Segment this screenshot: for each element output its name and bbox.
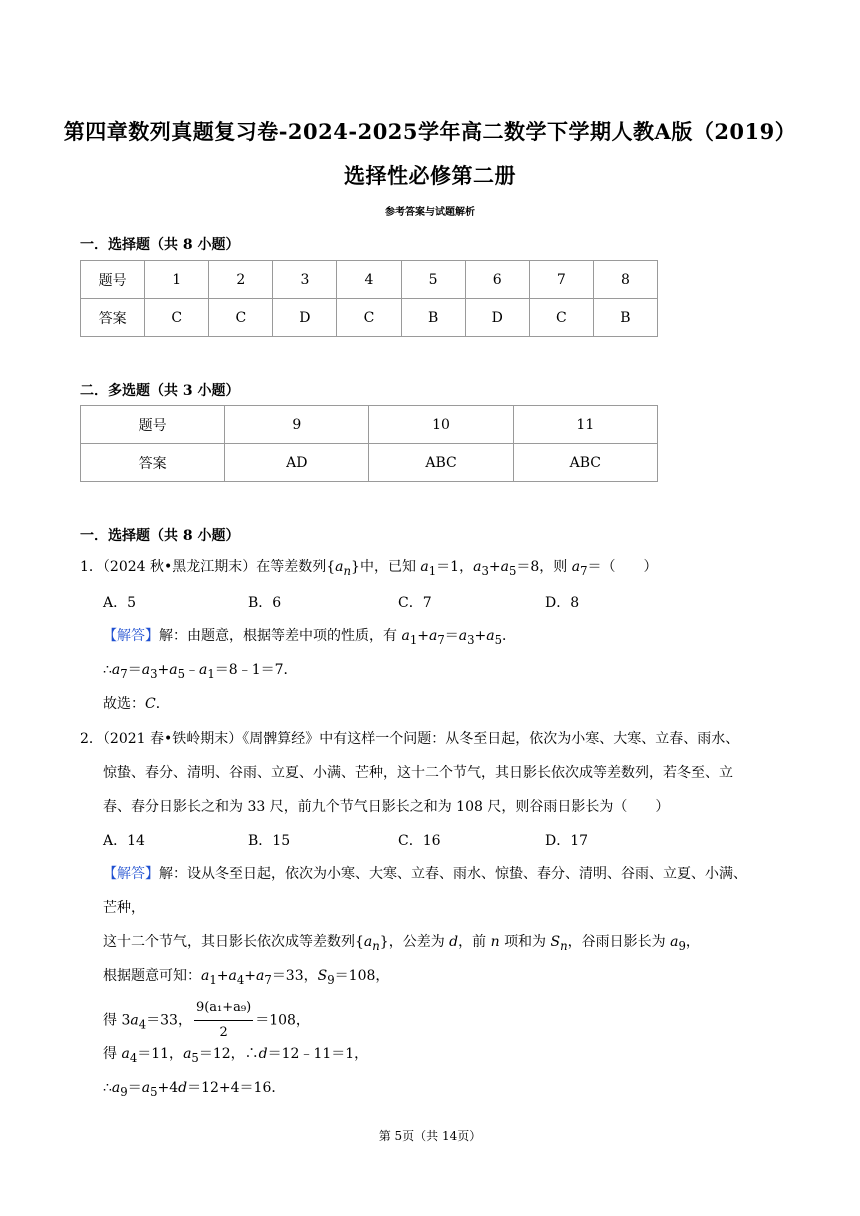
table-cell: 1 — [145, 261, 209, 299]
table-cell: 3 — [273, 261, 337, 299]
table-cell: B — [401, 299, 465, 337]
question-2-solution-line1: 【解答】解：设从冬至日起，依次为小寒、大寒、立春、雨水、惊蛰、春分、清明、谷雨、立夏、小满、 — [103, 866, 747, 882]
table-cell: 7 — [529, 261, 593, 299]
document-subtitle: 参考答案与试题解析 — [385, 207, 475, 218]
solution-tag: 【解答】 — [103, 866, 159, 882]
question-2-solution-line6: 得 $a_4=11$，$a_5=12$，∴d＝12﹣11＝1， — [103, 1046, 369, 1065]
table-cell: C — [337, 299, 401, 337]
fraction: $\frac{\text{9(a₁+a₉)}}{2}$ — [194, 996, 253, 1045]
question-2-stem-line2: 惊蛰、春分、清明、谷雨、立夏、小满、芒种，这十二个节气，其日影长依次成等差数列，若冬至、立 — [103, 765, 733, 781]
table-cell: C — [145, 299, 209, 337]
question-2-option-b: B．15 — [248, 833, 291, 849]
table-cell: 4 — [337, 261, 401, 299]
question-1-option-a: A．5 — [103, 595, 137, 611]
table-cell: 5 — [401, 261, 465, 299]
table-cell: D — [273, 299, 337, 337]
table-cell: 11 — [513, 406, 657, 444]
table-cell: D — [465, 299, 529, 337]
table-header-cell: 题号 — [81, 406, 225, 444]
question-2-solution-line2: 芒种， — [103, 900, 145, 916]
table-cell: ABC — [369, 444, 513, 482]
section2-heading: 二．多选题（共 3 小题） — [80, 383, 240, 399]
table-row — [81, 444, 658, 482]
question-2-solution-line3: 这十二个节气，其日影长依次成等差数列$\{a_n\}$，公差为 d，前 n 项和为 $S_n$，谷雨日影长为 $a_9$， — [103, 934, 700, 953]
table-cell: 2 — [209, 261, 273, 299]
table-cell: AD — [225, 444, 369, 482]
question-2-solution-line7: $\therefore a_9=a_5+4d=12+4=16$． — [103, 1080, 286, 1099]
document-title-line1: 第四章数列真题复习卷-2024-2025学年高二数学下学期人教A版（2019） — [63, 119, 797, 144]
table-cell: 8 — [593, 261, 657, 299]
solution-tag: 【解答】 — [103, 628, 159, 644]
table-header-cell: 答案 — [81, 299, 145, 337]
question-2-solution-line5: 得 $3a_4=33$， $\frac{\text{9(a₁+a₉)}}{2}$ ＝108， — [103, 996, 823, 1045]
table-cell: ABC — [513, 444, 657, 482]
table-cell: C — [529, 299, 593, 337]
table-cell: 10 — [369, 406, 513, 444]
table-cell: B — [593, 299, 657, 337]
table-cell: 9 — [225, 406, 369, 444]
table-row — [81, 406, 658, 444]
question-1-option-b: B．6 — [248, 595, 282, 611]
question-2-option-a: A．14 — [103, 833, 145, 849]
table-cell: 6 — [465, 261, 529, 299]
answer-table-choice — [80, 260, 658, 337]
question-1-stem: 1．（2024 秋•黑龙江期末）在等差数列$\{a_n\}$中，已知 $a_1=1$，$a_3+a_5=8$，则 $a_7=$（ ） — [80, 559, 658, 578]
question-1-solution-line2: $\therefore a_7=a_3+a_5﹣a_1=8﹣1=7$． — [103, 662, 298, 681]
question-2-solution-line4: 根据题意可知：$a_1+a_4+a_7=33$，$S_9=108$， — [103, 968, 390, 987]
answer-table-multi — [80, 405, 658, 482]
question-2-option-d: D．17 — [545, 833, 589, 849]
table-row — [81, 299, 658, 337]
table-cell: C — [209, 299, 273, 337]
section3-heading: 一．选择题（共 8 小题） — [80, 528, 240, 544]
page-footer: 第 5页（共 14页） — [378, 1129, 482, 1143]
table-header-cell: 题号 — [81, 261, 145, 299]
table-row — [81, 261, 658, 299]
section1-heading: 一．选择题（共 8 小题） — [80, 237, 240, 253]
table-header-cell: 答案 — [81, 444, 225, 482]
question-2-stem-line3: 春、春分日影长之和为 33 尺，前九个节气日影长之和为 108 尺，则谷雨日影长为（ ） — [103, 799, 670, 815]
question-2-stem-line1: 2．（2021 春•铁岭期末）《周髀算经》中有这样一个问题：从冬至日起，依次为小寒、大寒、立春、雨水、 — [80, 731, 740, 747]
question-1-option-d: D．8 — [545, 595, 580, 611]
question-2-option-c: C．16 — [398, 833, 441, 849]
question-1-solution-line1: 【解答】解：由题意，根据等差中项的性质，有 $a_1+a_7=a_3+a_5$． — [103, 628, 517, 647]
document-title-line2: 选择性必修第二册 — [344, 163, 516, 188]
question-1-option-c: C．7 — [398, 595, 432, 611]
question-1-conclusion: 故选：C． — [103, 696, 170, 712]
